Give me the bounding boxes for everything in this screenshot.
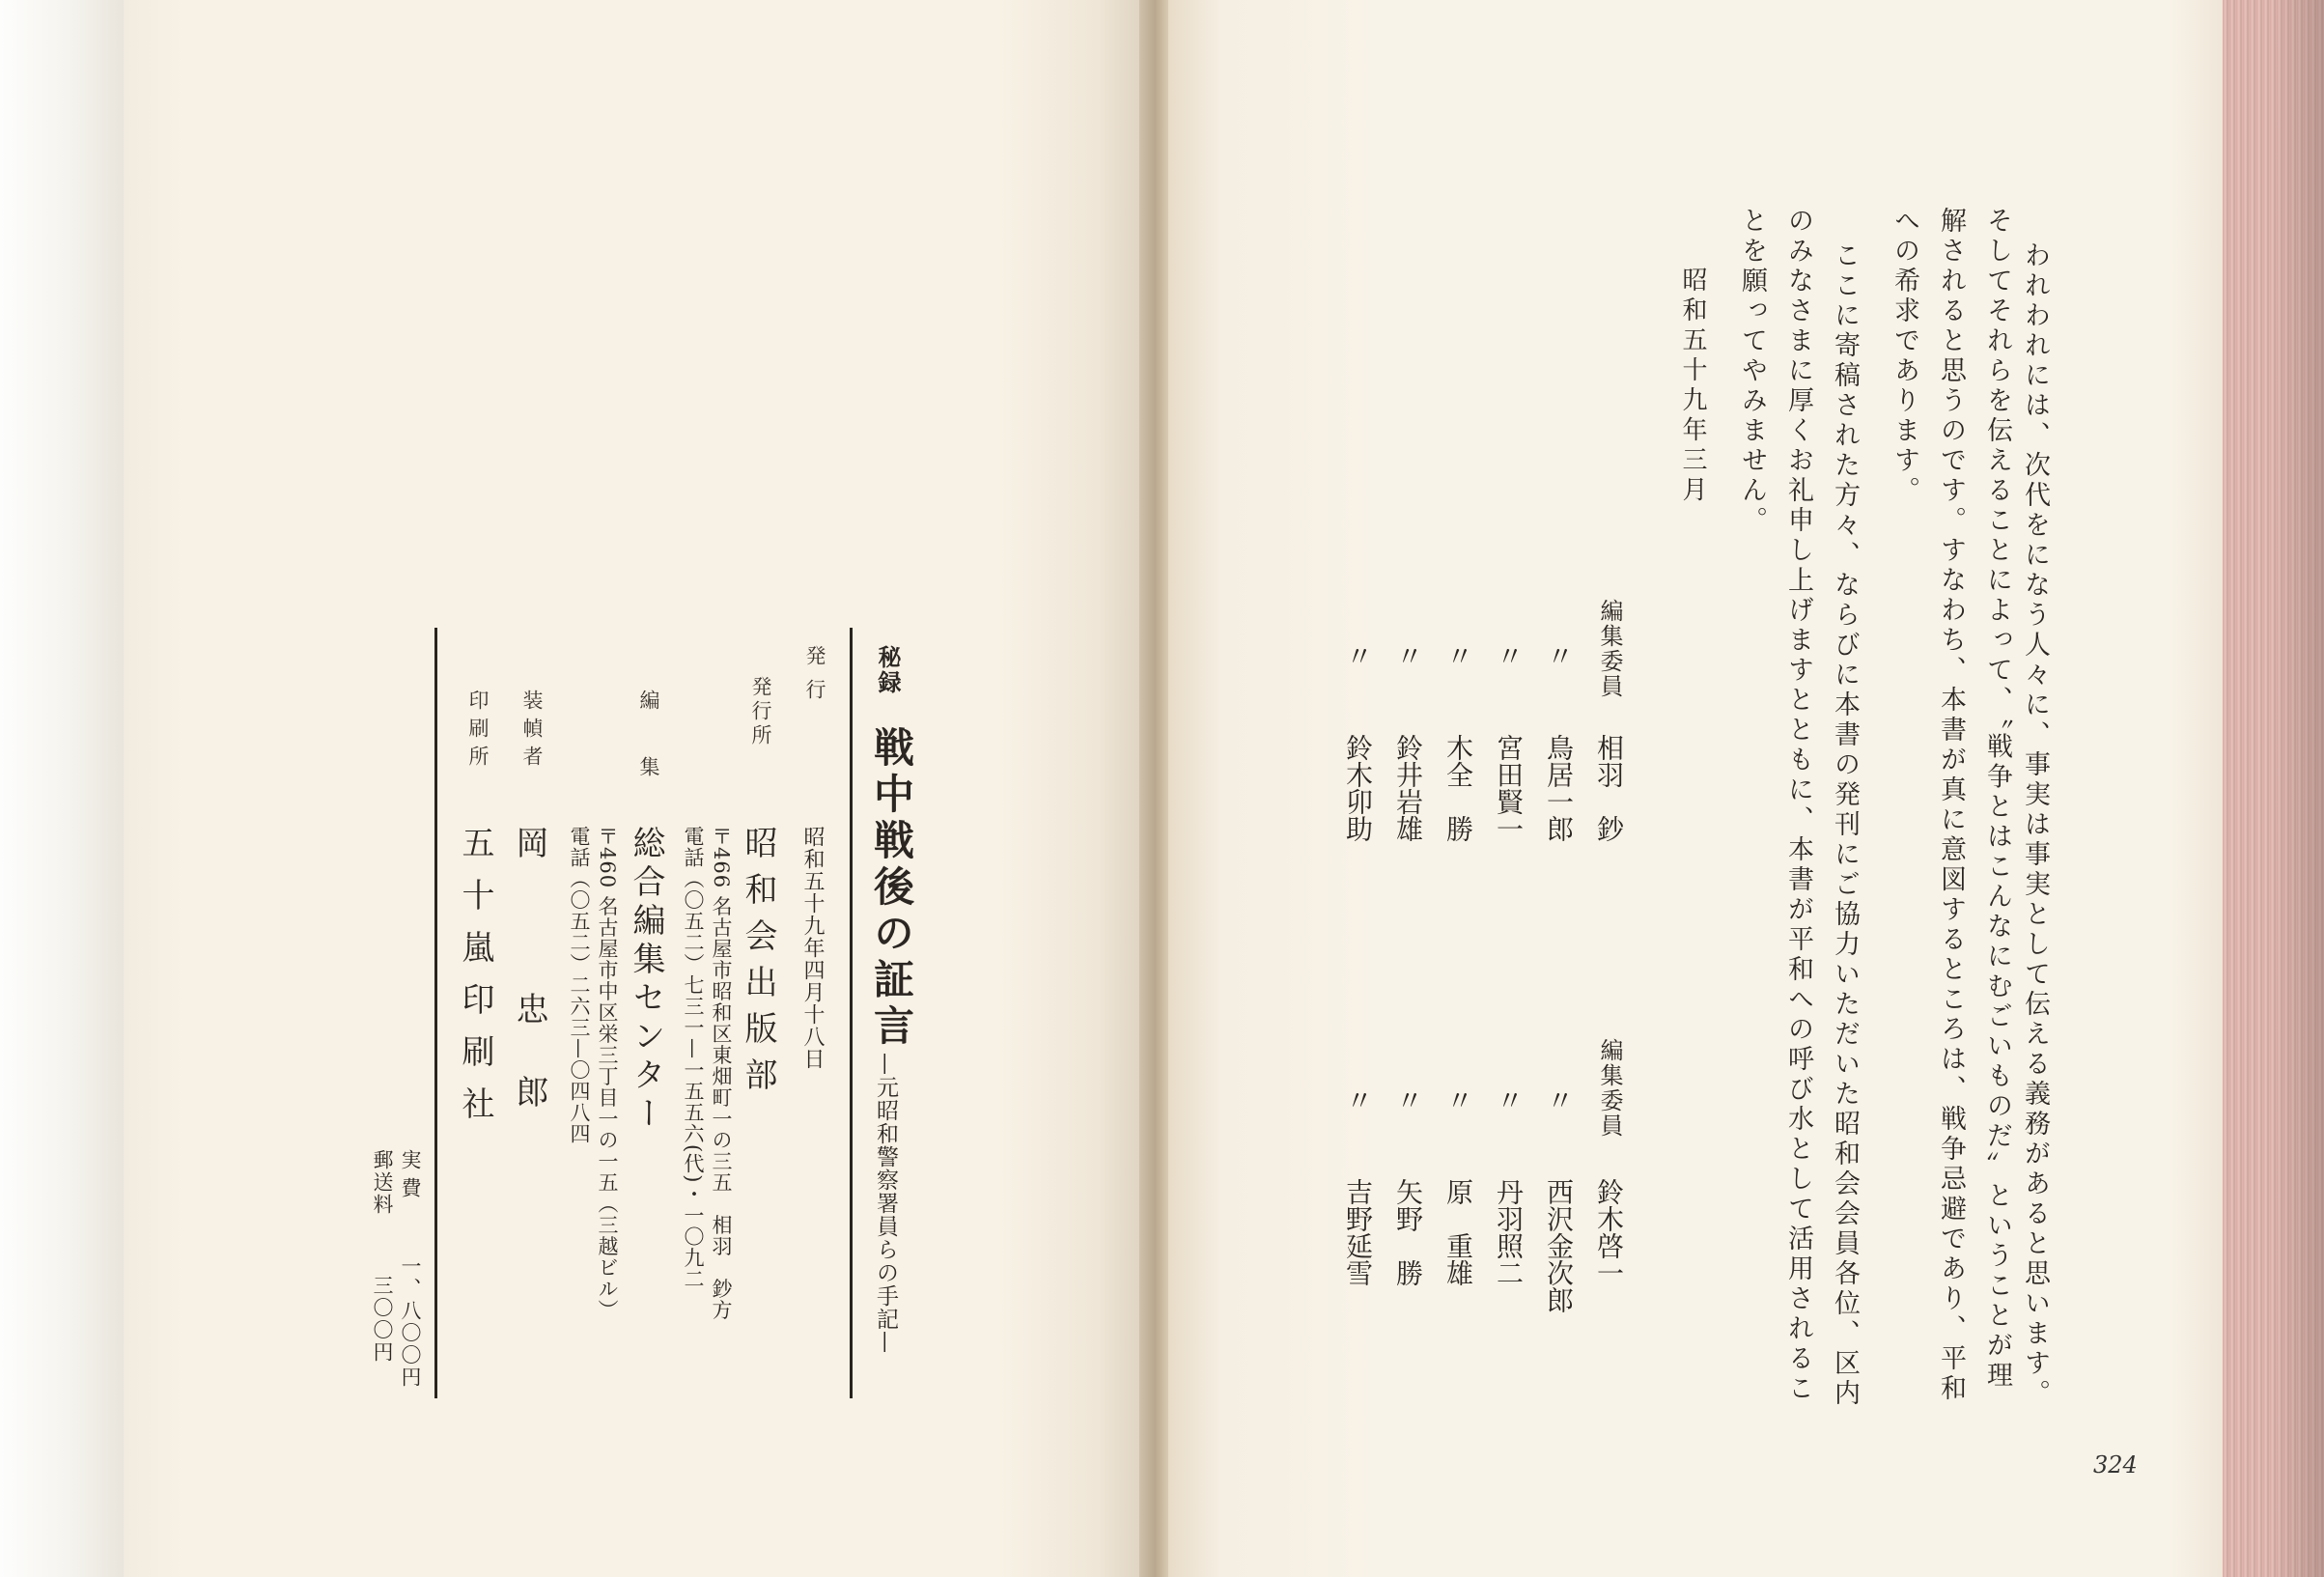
afterword-line: われわれには、次代をになう人々に、事実は事実として伝える義務があると思います。 bbox=[2020, 241, 2050, 1409]
colophon-phone: 電話（〇五二）七三一—一五五六(代)・一〇九二 bbox=[682, 826, 705, 1290]
colophon-label: 装幀者 bbox=[520, 690, 544, 774]
title-prefix: 秘録 bbox=[874, 645, 902, 695]
left-page-colophon bbox=[124, 0, 1149, 1577]
colophon-rule-left bbox=[434, 628, 437, 1398]
ditto-mark: 〃 bbox=[1543, 1086, 1575, 1113]
committee-name: 木全 勝 bbox=[1442, 734, 1474, 842]
colophon-label: 印刷所 bbox=[466, 690, 490, 774]
colophon-address: 〒460 名古屋市中区栄三丁目一の一五（三越ビル） bbox=[596, 826, 619, 1321]
committee-name: 鈴井岩雄 bbox=[1392, 734, 1424, 842]
colophon-phone: 電話（〇五二）二六三—〇四八四 bbox=[568, 826, 591, 1144]
colophon-address: 〒466 名古屋市昭和区東畑町一の三五 相羽 鈔方 bbox=[710, 826, 733, 1321]
afterword-date: 昭和五十九年三月 bbox=[1678, 267, 1707, 506]
postage-value: 三〇〇円 bbox=[371, 1275, 394, 1364]
price-label: 実費 bbox=[399, 1149, 422, 1205]
price-value: 一、八〇〇円 bbox=[399, 1255, 422, 1389]
committee-name: 原 重雄 bbox=[1442, 1178, 1474, 1286]
colophon-value: 総合編集センター bbox=[627, 826, 665, 1135]
ditto-mark: 〃 bbox=[1442, 642, 1474, 669]
ditto-mark: 〃 bbox=[1342, 1086, 1374, 1113]
ditto-mark: 〃 bbox=[1392, 1086, 1424, 1113]
book-title: 戦中戦後の証言 bbox=[868, 726, 915, 1051]
afterword-line: への希求であります。 bbox=[1890, 207, 1919, 506]
colophon-label: 発行 bbox=[803, 645, 826, 713]
afterword-line: とを願ってやみません。 bbox=[1737, 207, 1767, 536]
ditto-mark: 〃 bbox=[1342, 642, 1374, 669]
committee-name: 吉野延雪 bbox=[1342, 1178, 1374, 1286]
committee-name: 鈴木卯助 bbox=[1342, 734, 1374, 842]
book-subtitle: —元昭和警察署員らの手記— bbox=[873, 1053, 898, 1354]
colophon-value: 昭和五十九年四月十八日 bbox=[800, 826, 825, 1070]
ditto-mark: 〃 bbox=[1493, 642, 1525, 669]
ditto-mark: 〃 bbox=[1493, 1086, 1525, 1113]
afterword-line: 解されると思うのです。すなわち、本書が真に意図するところは、戦争忌避であり、平和 bbox=[1936, 207, 1966, 1404]
ditto-mark: 〃 bbox=[1442, 1086, 1474, 1113]
page-number: 324 bbox=[2093, 1451, 2138, 1478]
committee-name: 丹羽照二 bbox=[1493, 1178, 1525, 1286]
committee-name: 相羽 鈔 bbox=[1593, 734, 1625, 842]
colophon-label: 編集 bbox=[637, 690, 660, 823]
committee-name: 鳥居一郎 bbox=[1543, 734, 1575, 842]
committee-label: 編集委員 bbox=[1596, 1038, 1623, 1139]
colophon-value: 昭和会出版部 bbox=[739, 826, 777, 1104]
colophon-rule-right bbox=[850, 628, 853, 1398]
right-page-afterword bbox=[1168, 0, 2223, 1577]
colophon-label: 発行所 bbox=[749, 676, 772, 748]
ditto-mark: 〃 bbox=[1392, 642, 1424, 669]
committee-name: 矢野 勝 bbox=[1392, 1178, 1424, 1286]
committee-name: 鈴木啓一 bbox=[1593, 1178, 1625, 1286]
postage-label: 郵送料 bbox=[371, 1149, 394, 1216]
afterword-line: そしてそれらを伝えることによって、〝戦争とはこんなにむごいものだ〟ということが理 bbox=[1982, 207, 2012, 1392]
committee-name: 宮田賢一 bbox=[1493, 734, 1525, 842]
colophon-value: 岡 忠郎 bbox=[510, 826, 548, 1158]
colophon-value: 五十嵐印刷社 bbox=[456, 826, 494, 1139]
afterword-line: のみなさまに厚くお礼申し上げますとともに、本書が平和への呼び水として活用されるこ bbox=[1783, 207, 1813, 1404]
left-edge bbox=[0, 0, 124, 1577]
afterword-line: ここに寄稿された方々、ならびに本書の発刊にご協力いただいた昭和会会員各位、区内 bbox=[1830, 241, 1860, 1409]
ditto-mark: 〃 bbox=[1543, 642, 1575, 669]
committee-name: 西沢金次郎 bbox=[1543, 1178, 1575, 1313]
committee-label: 編集委員 bbox=[1596, 599, 1623, 699]
